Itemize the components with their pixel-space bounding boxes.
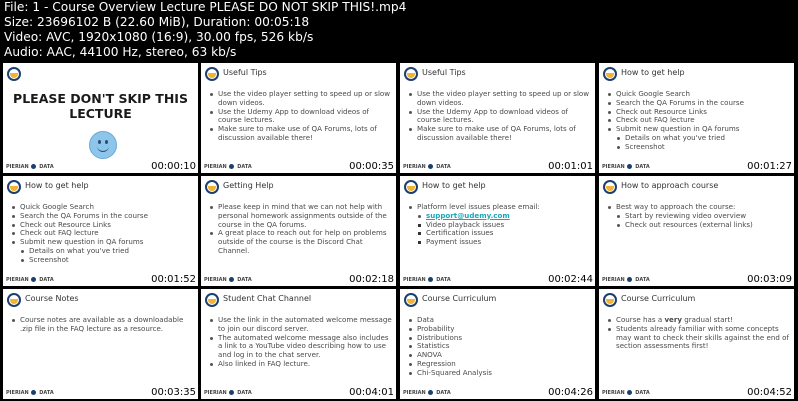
thumbnail-6[interactable]	[201, 176, 396, 286]
slide-title: Course Curriculum	[621, 294, 696, 303]
thumbnail-1[interactable]	[3, 63, 198, 173]
slide-title: Course Notes	[25, 294, 79, 303]
pierian-logo-icon	[404, 180, 418, 194]
bullet-list	[607, 316, 790, 351]
thumbnail-4[interactable]	[599, 63, 794, 173]
slide-footer: PIERIAN DATA	[602, 277, 650, 283]
list-item: Search the QA Forums in the course	[607, 99, 790, 108]
bullet-list	[209, 90, 392, 143]
pierian-dot-icon	[31, 277, 36, 282]
pierian-dot-icon	[627, 390, 632, 395]
list-item: Distributions	[408, 334, 591, 343]
list-item: Make sure to make use of QA Forums, lots of discussion available there!	[209, 125, 392, 143]
list-item: Students already familiar with some concepts may want to check their skills against the end of section assessments first!	[607, 325, 790, 351]
pierian-dot-icon	[31, 390, 36, 395]
list-item: Check out FAQ lecture	[607, 116, 790, 125]
timestamp: 00:01:52	[151, 274, 196, 285]
slide-footer: PIERIAN DATA	[204, 390, 252, 396]
slide-footer: PIERIAN DATA	[6, 390, 54, 396]
slide-footer: PIERIAN DATA	[204, 164, 252, 170]
list-item: Use the link in the automated welcome message to join our discord server.	[209, 316, 392, 334]
slide-footer: PIERIAN DATA	[6, 277, 54, 283]
list-item: Course notes are available as a downloadable .zip file in the FAQ lecture as a resource.	[11, 316, 194, 334]
sub-list-item: Details on what you've tried	[607, 134, 790, 143]
sub-list-item: Check out resources (external links)	[607, 221, 790, 230]
list-item: Data	[408, 316, 591, 325]
list-item: Regression	[408, 360, 591, 369]
sub-list-item: Certification issues	[408, 229, 591, 238]
list-item: ANOVA	[408, 351, 591, 360]
pierian-dot-icon	[428, 277, 433, 282]
thumbnail-9[interactable]	[3, 289, 198, 399]
sub-list-item: Screenshot	[607, 143, 790, 152]
pierian-logo-icon	[7, 293, 21, 307]
timestamp: 00:04:52	[747, 387, 792, 398]
list-item: Check out Resource Links	[11, 221, 194, 230]
list-item: Use the video player setting to speed up or slow down videos.	[408, 90, 591, 108]
pierian-logo-icon	[7, 67, 21, 81]
list-item: Probability	[408, 325, 591, 334]
pierian-logo-icon	[603, 67, 617, 81]
slide-title: How to get help	[422, 181, 486, 190]
pierian-logo-icon	[205, 67, 219, 81]
slide-footer: PIERIAN DATA	[403, 164, 451, 170]
pierian-logo-icon	[404, 67, 418, 81]
list-item: Chi-Squared Analysis	[408, 369, 591, 378]
pierian-dot-icon	[229, 277, 234, 282]
slide-footer: PIERIAN DATA	[403, 277, 451, 283]
list-item: Quick Google Search	[11, 203, 194, 212]
list-item: Best way to approach the course:	[607, 203, 790, 212]
bullet-list	[607, 90, 790, 152]
sub-list-item: Video playback issues	[408, 221, 591, 230]
list-item: A great place to reach out for help on problems outside of the course is the Discord Chat Channel.	[209, 229, 392, 255]
thumbnail-8[interactable]	[599, 176, 794, 286]
list-item: Submit new question in QA forums	[11, 238, 194, 247]
list-item: Course has a very gradual start!	[607, 316, 790, 325]
pierian-dot-icon	[31, 164, 36, 169]
pierian-dot-icon	[627, 164, 632, 169]
video-line: Video: AVC, 1920x1080 (16:9), 30.00 fps, 526 kb/s	[4, 30, 314, 44]
list-item: The automated welcome message also includes a link to a YouTube video describing how to use and log in to the chat server.	[209, 334, 392, 360]
pierian-logo-icon	[404, 293, 418, 307]
bullet-list	[209, 203, 392, 256]
slide-footer: PIERIAN DATA	[403, 390, 451, 396]
thumbnail-3[interactable]	[400, 63, 595, 173]
timestamp: 00:02:18	[349, 274, 394, 285]
bullet-list	[11, 316, 194, 334]
bullet-list	[408, 316, 591, 378]
pierian-logo-icon	[603, 293, 617, 307]
sub-list-item: Start by reviewing video overview	[607, 212, 790, 221]
list-item: Also linked in FAQ lecture.	[209, 360, 392, 369]
bullet-list	[209, 316, 392, 369]
bullet-list	[607, 203, 790, 229]
list-item: Statistics	[408, 342, 591, 351]
pierian-dot-icon	[229, 390, 234, 395]
timestamp: 00:03:09	[747, 274, 792, 285]
timestamp: 00:04:01	[349, 387, 394, 398]
smiley-icon	[89, 131, 117, 159]
audio-line: Audio: AAC, 44100 Hz, stereo, 63 kb/s	[4, 45, 237, 59]
slide-title: How to get help	[621, 68, 685, 77]
list-item: Please keep in mind that we can not help with personal homework assignments outside of the course in the QA forums.	[209, 203, 392, 229]
timestamp: 00:04:26	[548, 387, 593, 398]
timestamp: 00:02:44	[548, 274, 593, 285]
list-item: Check out Resource Links	[607, 108, 790, 117]
slide-footer: PIERIAN DATA	[602, 164, 650, 170]
timestamp: 00:00:35	[349, 161, 394, 172]
slide-title: How to approach course	[621, 181, 719, 190]
slide-title: Useful Tips	[422, 68, 466, 77]
slide-big-title: PLEASE DON'T SKIP THIS LECTURE	[13, 91, 188, 121]
thumbnail-10[interactable]	[201, 289, 396, 399]
list-item: Use the Udemy App to download videos of course lectures.	[209, 108, 392, 126]
pierian-dot-icon	[229, 164, 234, 169]
thumbnail-grid	[0, 63, 798, 401]
thumbnail-12[interactable]	[599, 289, 794, 399]
pierian-dot-icon	[428, 390, 433, 395]
timestamp: 00:00:10	[151, 161, 196, 172]
pierian-logo-icon	[205, 293, 219, 307]
slide-title: How to get help	[25, 181, 89, 190]
sub-list-item: Payment issues	[408, 238, 591, 247]
list-item: Search the QA Forums in the course	[11, 212, 194, 221]
file-info-header	[4, 0, 794, 60]
list-item: Use the Udemy App to download videos of course lectures.	[408, 108, 591, 126]
list-item: Use the video player setting to speed up or slow down videos.	[209, 90, 392, 108]
list-item: Submit new question in QA forums	[607, 125, 790, 134]
pierian-dot-icon	[627, 277, 632, 282]
sub-list-item: Details on what you've tried	[11, 247, 194, 256]
bullet-list	[408, 203, 591, 247]
thumbnail-5[interactable]	[3, 176, 198, 286]
timestamp: 00:03:35	[151, 387, 196, 398]
emphasis-word: very	[664, 315, 682, 324]
thumbnail-7[interactable]	[400, 176, 595, 286]
pierian-logo-icon	[7, 180, 21, 194]
support-email-link[interactable]: support@udemy.com	[408, 212, 591, 221]
slide-title: Getting Help	[223, 181, 274, 190]
list-item: Platform level issues please email:	[408, 203, 591, 212]
slide-footer: PIERIAN DATA	[204, 277, 252, 283]
bullet-list	[408, 90, 591, 143]
slide-title: Useful Tips	[223, 68, 267, 77]
size-line: Size: 23696102 B (22.60 MiB), Duration: 00:05:18	[4, 15, 310, 29]
file-line: File: 1 - Course Overview Lecture PLEASE DO NOT SKIP THIS!.mp4	[4, 0, 407, 14]
slide-title: Course Curriculum	[422, 294, 497, 303]
timestamp: 00:01:01	[548, 161, 593, 172]
pierian-dot-icon	[428, 164, 433, 169]
bullet-list	[11, 203, 194, 265]
thumbnail-2[interactable]	[201, 63, 396, 173]
pierian-logo-icon	[205, 180, 219, 194]
timestamp: 00:01:27	[747, 161, 792, 172]
list-item: Check out FAQ lecture	[11, 229, 194, 238]
slide-title: Student Chat Channel	[223, 294, 312, 303]
thumbnail-11[interactable]	[400, 289, 595, 399]
slide-footer: PIERIAN DATA	[6, 164, 54, 170]
sub-list-item: Screenshot	[11, 256, 194, 265]
pierian-logo-icon	[603, 180, 617, 194]
list-item: Make sure to make use of QA Forums, lots of discussion available there!	[408, 125, 591, 143]
list-item: Quick Google Search	[607, 90, 790, 99]
slide-footer: PIERIAN DATA	[602, 390, 650, 396]
